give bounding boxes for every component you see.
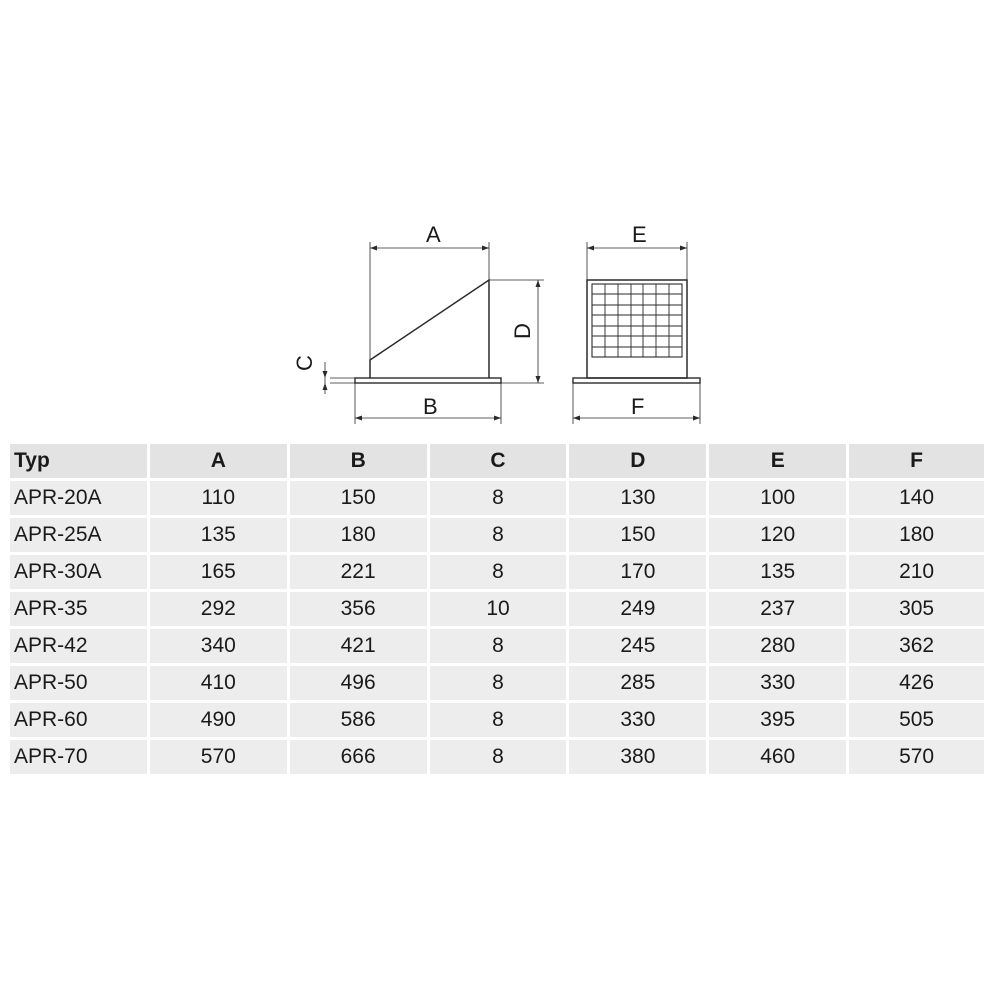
cell-e: 135 xyxy=(709,555,846,589)
cell-b: 666 xyxy=(290,740,427,774)
cell-d: 380 xyxy=(569,740,706,774)
technical-drawing xyxy=(0,0,1000,440)
dimension-label-f: F xyxy=(631,394,645,419)
header-typ: Typ xyxy=(10,444,147,478)
table-row xyxy=(10,518,984,552)
cell-f: 426 xyxy=(849,666,984,700)
cell-d: 330 xyxy=(569,703,706,737)
cell-typ: APR-50 xyxy=(10,666,147,700)
cell-a: 410 xyxy=(150,666,287,700)
cell-b: 221 xyxy=(290,555,427,589)
table-row xyxy=(10,629,984,663)
cell-typ: APR-35 xyxy=(10,592,147,626)
cell-a: 110 xyxy=(150,481,287,515)
cell-b: 180 xyxy=(290,518,427,552)
cell-typ: APR-20A xyxy=(10,481,147,515)
cell-f: 180 xyxy=(849,518,984,552)
cell-e: 280 xyxy=(709,629,846,663)
cell-c: 8 xyxy=(430,703,567,737)
cell-d: 170 xyxy=(569,555,706,589)
cell-typ: APR-42 xyxy=(10,629,147,663)
table-header-row xyxy=(10,444,984,478)
cell-f: 570 xyxy=(849,740,984,774)
cell-a: 490 xyxy=(150,703,287,737)
cell-c: 8 xyxy=(430,740,567,774)
dimension-diagram xyxy=(0,0,1000,440)
cell-a: 340 xyxy=(150,629,287,663)
cell-f: 362 xyxy=(849,629,984,663)
cell-b: 150 xyxy=(290,481,427,515)
cell-e: 120 xyxy=(709,518,846,552)
cell-b: 586 xyxy=(290,703,427,737)
cell-f: 505 xyxy=(849,703,984,737)
cell-a: 570 xyxy=(150,740,287,774)
cell-e: 330 xyxy=(709,666,846,700)
cell-a: 165 xyxy=(150,555,287,589)
dimensions-table xyxy=(10,444,984,777)
header-c: C xyxy=(430,444,567,478)
cell-d: 249 xyxy=(569,592,706,626)
cell-b: 421 xyxy=(290,629,427,663)
table-row xyxy=(10,555,984,589)
cell-e: 237 xyxy=(709,592,846,626)
cell-c: 8 xyxy=(430,629,567,663)
header-e: E xyxy=(709,444,846,478)
cell-c: 8 xyxy=(430,666,567,700)
table-row xyxy=(10,703,984,737)
header-a: A xyxy=(150,444,287,478)
table-row xyxy=(10,481,984,515)
cell-c: 8 xyxy=(430,481,567,515)
cell-b: 496 xyxy=(290,666,427,700)
cell-e: 395 xyxy=(709,703,846,737)
cell-e: 460 xyxy=(709,740,846,774)
cell-e: 100 xyxy=(709,481,846,515)
cell-c: 8 xyxy=(430,555,567,589)
cell-typ: APR-70 xyxy=(10,740,147,774)
cell-d: 285 xyxy=(569,666,706,700)
cell-typ: APR-60 xyxy=(10,703,147,737)
cell-a: 135 xyxy=(150,518,287,552)
cell-c: 8 xyxy=(430,518,567,552)
table-row xyxy=(10,740,984,774)
cell-typ: APR-25A xyxy=(10,518,147,552)
header-f: F xyxy=(849,444,984,478)
header-d: D xyxy=(569,444,706,478)
cell-f: 210 xyxy=(849,555,984,589)
cell-d: 150 xyxy=(569,518,706,552)
table-row xyxy=(10,592,984,626)
cell-b: 356 xyxy=(290,592,427,626)
dimension-label-e: E xyxy=(632,222,647,247)
cell-typ: APR-30A xyxy=(10,555,147,589)
dimension-label-d: D xyxy=(509,323,535,339)
header-b: B xyxy=(290,444,427,478)
dimension-label-a: A xyxy=(426,222,441,247)
cell-d: 245 xyxy=(569,629,706,663)
cell-f: 305 xyxy=(849,592,984,626)
dimension-label-c: C xyxy=(291,355,317,371)
cell-f: 140 xyxy=(849,481,984,515)
cell-a: 292 xyxy=(150,592,287,626)
cell-d: 130 xyxy=(569,481,706,515)
table-row xyxy=(10,666,984,700)
cell-c: 10 xyxy=(430,592,567,626)
dimension-label-b: B xyxy=(423,394,438,419)
